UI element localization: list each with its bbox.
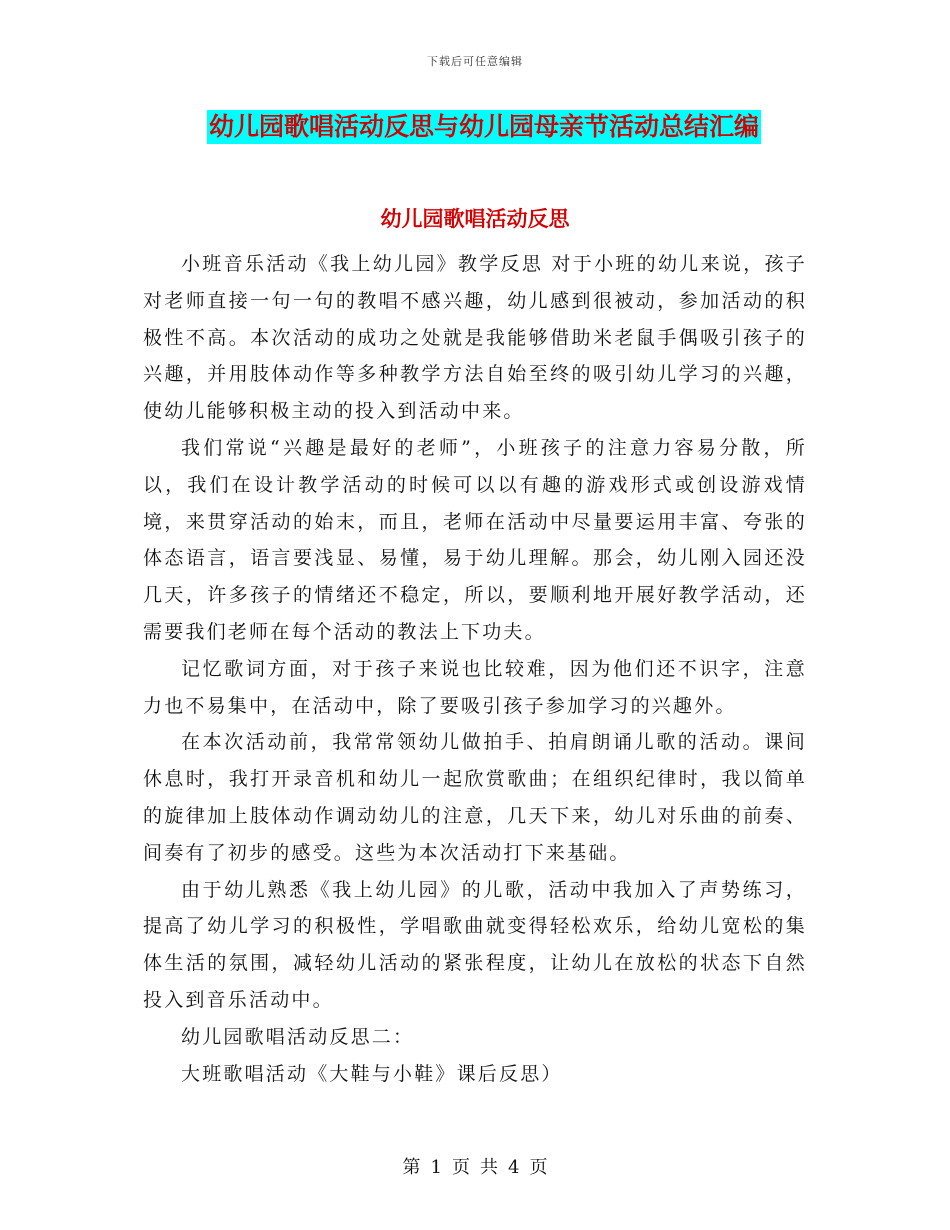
paragraph: 记忆歌词方面，对于孩子来说也比较难，因为他们还不识字，注意力也不易集中，在活动中，除了要吸引孩子参加学习的兴趣外。: [143, 657, 807, 717]
paragraph: 由于幼儿熟悉《我上幼儿园》的儿歌，活动中我加入了声势练习，提高了幼儿学习的积极性，学唱歌曲就变得轻松欢乐，给幼儿宽松的集体生活的氛围，减轻幼儿活动的紧张程度，让幼儿在放松的状态下自然投入到音乐活动中。: [143, 878, 807, 1011]
body-text: [143, 246, 807, 1092]
footer-label-total-unit: 页: [529, 1157, 548, 1178]
footer-label-page: 第: [402, 1157, 421, 1178]
paragraph: 在本次活动前，我常常领幼儿做拍手、拍肩朗诵儿歌的活动。课间休息时，我打开录音机和幼儿一起欣赏歌曲；在组织纪律时，我以简单的旋律加上肢体动作调动幼儿的注意，几天下来，幼儿对乐曲的前奏、间奏有了初步的感受。这些为本次活动打下来基础。: [143, 731, 807, 864]
header-note: 下载后可任意编辑: [427, 55, 523, 68]
paragraph: 我们常说“兴趣是最好的老师”，小班孩子的注意力容易分散，所以，我们在设计教学活动的时候可以以有趣的游戏形式或创设游戏情境，来贯穿活动的始末，而且，老师在活动中尽量要运用丰富、夸张的体态语言，语言要浅显、易懂，易于幼儿理解。那会，幼儿刚入园还没几天，许多孩子的情绪还不稳定，所以，要顺利地开展好教学活动，还需要我们老师在每个活动的教法上下功夫。: [143, 436, 807, 643]
footer-total-pages: 4: [508, 1157, 520, 1178]
footer-current-page: 1: [430, 1157, 442, 1178]
footer-label-total: 共: [480, 1157, 498, 1178]
footer-label-page-unit: 页: [452, 1157, 470, 1178]
section-title: 幼儿园歌唱活动反思: [380, 206, 570, 231]
document-title: 幼儿园歌唱活动反思与幼儿园母亲节活动总结汇编: [207, 110, 761, 144]
paragraph: 大班歌唱活动《大鞋与小鞋》课后反思）: [181, 1062, 563, 1085]
paragraph: 幼儿园歌唱活动反思二：: [181, 1025, 415, 1048]
paragraph: 小班音乐活动《我上幼儿园》教学反思 对于小班的幼儿来说，孩子对老师直接一句一句的教唱不感兴趣，幼儿感到很被动，参加活动的积极性不高。本次活动的成功之处就是我能够借助米老鼠手偶吸引孩子的兴趣，并用肢体动作等多种教学方法自始至终的吸引幼儿学习的兴趣，使幼儿能够积极主动的投入到活动中来。: [143, 253, 807, 423]
page-footer: [0, 1153, 950, 1179]
